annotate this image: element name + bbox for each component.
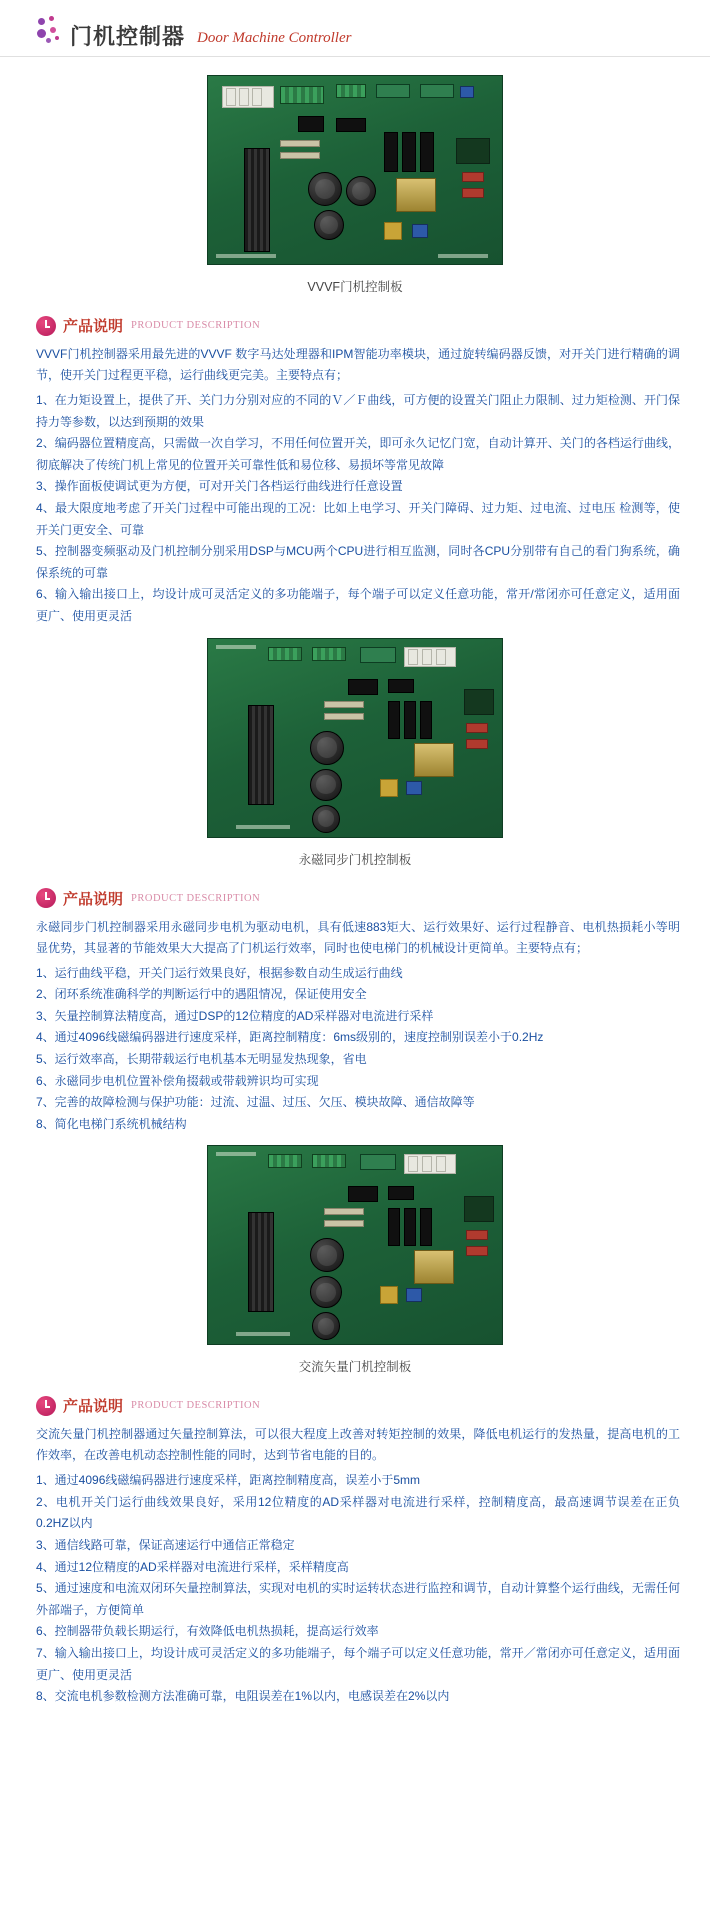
- section-heading-2: [0, 888, 710, 909]
- pcb-photo-vvvf: [207, 75, 503, 265]
- list-item: 5、控制器变频驱动及门机控制分别采用DSP与MCU两个CPU进行相互监测，同时各CPU分别带有自己的看门狗系统，确保系统的可靠: [36, 544, 680, 580]
- list-item: 8、简化电梯门系统机械结构: [36, 1116, 187, 1131]
- product-image-2: [0, 638, 710, 868]
- list-item: 2、闭环系统准确科学的判断运行中的遇阻情况，保证使用安全: [36, 987, 367, 1002]
- dots-logo-icon: [36, 16, 62, 48]
- list-item: 5、通过速度和电流双闭环矢量控制算法，实现对电机的实时运转状态进行监控和调节，自动计算整个运行曲线，无需任何外部端子，方便简单: [36, 1581, 680, 1617]
- list-item: 3、通信线路可靠，保证高速运行中通信正常稳定: [36, 1538, 295, 1553]
- list-item: 1、通过4096线磁编码器进行速度采样，距离控制精度高，误差小于5mm: [36, 1473, 421, 1488]
- section-title-cn-2: 产品说明: [63, 890, 124, 908]
- section-points-3: [0, 1470, 710, 1708]
- image-caption-3: 交流矢量门机控制板: [298, 1360, 412, 1375]
- section-points-1: [0, 390, 710, 628]
- info-badge-icon: [36, 888, 56, 908]
- section-title-cn-1: 产品说明: [63, 318, 124, 335]
- list-item: 6、永磁同步电机位置补偿角掇载或带载辨识均可实现: [36, 1073, 319, 1088]
- product-image-1: [0, 75, 710, 295]
- section-heading-3: [0, 1395, 710, 1416]
- section-title-en-2: PRODUCT DESCRIPTION: [131, 892, 261, 904]
- pcb-photo-pmsm: [207, 638, 503, 838]
- list-item: 4、通过12位精度的AD采样器对电流进行采样，采样精度高: [36, 1559, 349, 1574]
- section-heading-1: [0, 315, 710, 336]
- list-item: 5、运行效率高，长期带载运行电机基本无明显发热现象，省电: [36, 1051, 367, 1066]
- section-title-cn-3: 产品说明: [63, 1398, 124, 1416]
- page-title-en: Door Machine Controller: [197, 30, 352, 46]
- page-title-cn: 门机控制器: [70, 24, 186, 49]
- info-badge-icon: [36, 1396, 56, 1416]
- list-item: 8、交流电机参数检测方法准确可靠，电阻误差在1%以内，电感误差在2%以内: [36, 1689, 450, 1704]
- list-item: 6、输入输出接口上，均设计成可灵活定义的多功能端子，每个端子可以定义任意功能，常开/常闭亦可任意定义，适用面更广、使用更灵活: [36, 587, 680, 623]
- section-intro-2: 永磁同步门机控制器采用永磁同步电机为驱动电机，具有低速883矩大、运行效果好、运行过程静音、电机热损耗小等明显优势，其显著的节能效果大大提高了门机运行效率，同时也使电梯门的机械设计更简单。主要特点有；: [36, 919, 680, 955]
- list-item: 3、矢量控制算法精度高，通过DSP的12位精度的AD采样器对电流进行采样: [36, 1008, 434, 1023]
- page-header: [0, 0, 710, 57]
- image-caption-2: 永磁同步门机控制板: [298, 852, 412, 867]
- section-points-2: [0, 963, 710, 1136]
- product-image-3: [0, 1145, 710, 1375]
- section-intro-3: 交流矢量门机控制器通过矢量控制算法，可以很大程度上改善对转矩控制的效果，降低电机运行的发热量，提高电机的工作效率，在改善电机动态控制性能的同时，达到节省电能的目的。: [36, 1427, 680, 1463]
- section-title-en-3: PRODUCT DESCRIPTION: [131, 1400, 261, 1412]
- list-item: 3、操作面板使调试更为方便，可对开关门各档运行曲线进行任意设置: [36, 479, 403, 494]
- list-item: 1、运行曲线平稳，开关门运行效果良好，根据参数自动生成运行曲线: [36, 965, 403, 980]
- section-title-en-1: PRODUCT DESCRIPTION: [131, 320, 261, 331]
- list-item: 6、控制器带负载长期运行，有效降低电机热损耗，提高运行效率: [36, 1624, 379, 1639]
- list-item: 7、输入输出接口上，均设计成可灵活定义的多功能端子，每个端子可以定义任意功能，常开／常闭亦可任意定义，适用面更广、使用更灵活: [36, 1646, 680, 1682]
- list-item: 4、通过4096线磁编码器进行速度采样，距离控制精度：6ms级别的，速度控制别误差小于0.2Hz: [36, 1030, 544, 1045]
- list-item: 2、编码器位置精度高，只需做一次自学习，不用任何位置开关，即可永久记忆门宽，自动计算开、关门的各档运行曲线，彻底解决了传统门机上常见的位置开关可靠性低和易位移、易损坏等常见故障: [36, 436, 680, 472]
- list-item: 7、完善的故障检测与保护功能：过流、过温、过压、欠压、模块故障、通信故障等: [36, 1095, 475, 1110]
- list-item: 4、最大限度地考虑了开关门过程中可能出现的工况：比如上电学习、开关门障碍、过力矩、过电流、过电压 检测等，使开关门更安全、可靠: [36, 500, 680, 537]
- section-intro-1: VVVF门机控制器采用最先进的VVVF 数字马达处理器和IPM智能功率模块，通过旋转编码器反馈，对开关门进行精确的调节，使开关门过程更平稳，运行曲线更完美。主要特点有；: [36, 347, 680, 382]
- list-item: 1、在力矩设置上，提供了开、关门力分别对应的不同的Ｖ／Ｆ曲线，可方便的设置关门阻止力限制、过力矩检测、开门保持力等参数，以达到预期的效果: [36, 393, 680, 429]
- image-caption-1: VVVF门机控制板: [307, 280, 403, 294]
- info-badge-icon: [36, 316, 56, 336]
- list-item: 2、电机开关门运行曲线效果良好，采用12位精度的AD采样器对电流进行采样，控制精度高，最高速调节误差在正负0.2HZ以内: [36, 1494, 680, 1531]
- pcb-photo-ac-vector: [207, 1145, 503, 1345]
